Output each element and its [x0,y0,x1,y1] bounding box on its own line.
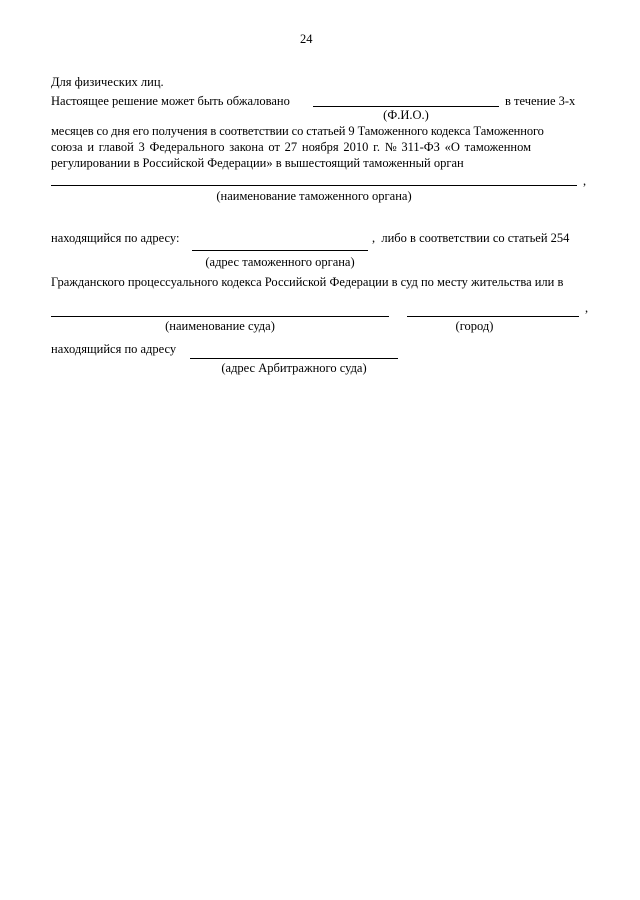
para1-lead: Настоящее решение может быть обжаловано [51,94,290,108]
customs-body-comma: , [583,174,587,188]
customs-body-line [51,185,577,186]
para1-trail: в течение 3-х [505,94,576,108]
fio-caption: (Ф.И.О.) [383,108,429,122]
address2-line [190,358,398,359]
address2-caption: (адрес Арбитражного суда) [221,361,367,375]
court-city-caption: (город) [455,319,494,333]
para1-line2: месяцев со дня его получения в соответствии со статьей 9 Таможенного кодекса Таможенного [51,124,544,138]
page-number: 24 [300,32,313,46]
address2-label: находящийся по адресу [51,342,177,356]
fio-line [313,106,499,107]
court-city-line [407,316,579,317]
court-name-caption: (наименование суда) [165,319,275,333]
court-name-line [51,316,389,317]
para2: Гражданского процессуального кодекса Российской Федерации в суд по месту жительства или в [51,275,564,289]
address1-label: находящийся по адресу: [51,231,180,245]
court-comma: , [585,301,589,315]
customs-body-caption: (наименование таможенного органа) [216,189,412,203]
address1-line [192,250,368,251]
para1-line3: союза и главой 3 Федерального закона от 27 ноября 2010 г. № 311-ФЗ «О таможенном [51,140,531,154]
address1-trail: , либо в соответствии со статьей 254 [372,231,570,245]
para1-line4: регулировании в Российской Федерации» в вышестоящий таможенный орган [51,156,464,170]
address1-caption: (адрес таможенного органа) [205,255,355,269]
section-heading: Для физических лиц. [51,75,164,89]
